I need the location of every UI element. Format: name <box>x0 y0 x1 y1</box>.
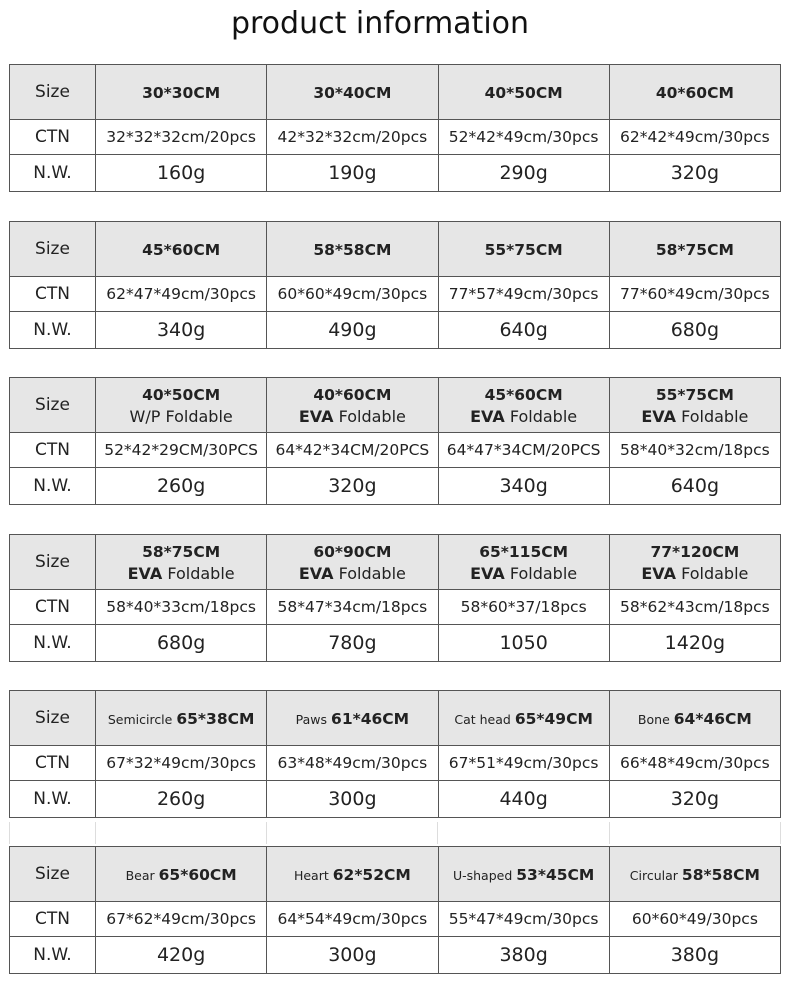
ctn-cell: 64*47*34CM/20PCS <box>438 433 609 468</box>
size-label: Size <box>10 378 96 433</box>
nw-cell: 380g <box>609 937 780 974</box>
nw-cell: 1420g <box>609 625 780 662</box>
nw-cell: 340g <box>96 312 267 349</box>
separator-line <box>437 822 438 844</box>
spec-table-2 <box>9 221 781 349</box>
size-cell: U-shaped 53*45CM <box>438 847 609 902</box>
separator-line <box>95 822 96 844</box>
size-cell: Bone 64*46CM <box>609 691 780 746</box>
type-label: Foldable <box>165 406 233 426</box>
ctn-label: CTN <box>10 433 96 468</box>
size-cell: 30*30CM <box>96 65 267 120</box>
material-label: EVA <box>298 406 334 426</box>
nw-cell: 320g <box>609 781 780 818</box>
material-label: EVA <box>298 563 334 583</box>
ctn-label: CTN <box>10 277 96 312</box>
shape-label: U-shaped <box>452 867 513 883</box>
type-label: Foldable <box>681 563 749 583</box>
nw-cell: 380g <box>438 937 609 974</box>
ctn-cell: 55*47*49cm/30pcs <box>438 902 609 937</box>
ctn-row <box>10 433 781 468</box>
ctn-cell: 62*42*49cm/30pcs <box>609 120 780 155</box>
size-cell: 58*75CM EVA Foldable <box>96 535 267 590</box>
size-row <box>10 847 781 902</box>
size-label: Size <box>10 535 96 590</box>
ctn-label: CTN <box>10 902 96 937</box>
shape-label: Heart <box>293 867 329 883</box>
material-label: EVA <box>470 406 505 426</box>
ctn-cell: 63*48*49cm/30pcs <box>267 746 438 781</box>
nw-cell: 680g <box>609 312 780 349</box>
ctn-cell: 60*60*49/30pcs <box>609 902 780 937</box>
ctn-cell: 64*42*34CM/20PCS <box>267 433 438 468</box>
type-label: Foldable <box>509 406 578 426</box>
type-label: Foldable <box>167 563 235 583</box>
nw-cell: 440g <box>438 781 609 818</box>
nw-cell: 320g <box>267 468 438 505</box>
ctn-cell: 32*32*32cm/20pcs <box>96 120 267 155</box>
nw-row <box>10 468 781 505</box>
size-row <box>10 535 781 590</box>
nw-cell: 490g <box>267 312 438 349</box>
nw-cell: 320g <box>609 155 780 192</box>
size-row <box>10 222 781 277</box>
ctn-cell: 58*40*32cm/18pcs <box>609 433 780 468</box>
separator-line <box>780 822 781 844</box>
nw-cell: 680g <box>96 625 267 662</box>
size-cell: 55*75CM EVA Foldable <box>609 378 780 433</box>
nw-row <box>10 937 781 974</box>
size-label: Size <box>10 847 96 902</box>
nw-label: N.W. <box>10 625 96 662</box>
size-cell: 45*60CM <box>96 222 267 277</box>
nw-cell: 300g <box>267 937 438 974</box>
nw-cell: 260g <box>96 781 267 818</box>
ctn-row <box>10 746 781 781</box>
ctn-row <box>10 120 781 155</box>
size-cell: 60*90CM EVA Foldable <box>267 535 438 590</box>
ctn-cell: 58*40*33cm/18pcs <box>96 590 267 625</box>
ctn-cell: 58*60*37/18pcs <box>438 590 609 625</box>
material-label: W/P <box>129 406 161 426</box>
page-title: product information <box>230 6 530 41</box>
size-label: Size <box>10 65 96 120</box>
nw-cell: 160g <box>96 155 267 192</box>
size-cell: Heart 62*52CM <box>267 847 438 902</box>
separator-line <box>9 822 10 844</box>
ctn-cell: 62*47*49cm/30pcs <box>96 277 267 312</box>
ctn-cell: 64*54*49cm/30pcs <box>267 902 438 937</box>
nw-cell: 420g <box>96 937 267 974</box>
nw-cell: 300g <box>267 781 438 818</box>
ctn-cell: 67*62*49cm/30pcs <box>96 902 267 937</box>
ctn-row <box>10 590 781 625</box>
ctn-label: CTN <box>10 120 96 155</box>
size-cell: 40*50CM W/P Foldable <box>96 378 267 433</box>
nw-cell: 640g <box>609 468 780 505</box>
ctn-row <box>10 902 781 937</box>
size-cell: 65*115CM EVA Foldable <box>438 535 609 590</box>
material-label: EVA <box>127 563 163 583</box>
nw-cell: 1050 <box>438 625 609 662</box>
nw-cell: 260g <box>96 468 267 505</box>
nw-label: N.W. <box>10 155 96 192</box>
material-label: EVA <box>641 406 676 426</box>
spec-table-4 <box>9 534 781 662</box>
shape-label: Circular <box>629 867 678 883</box>
ctn-cell: 67*32*49cm/30pcs <box>96 746 267 781</box>
ctn-cell: 58*47*34cm/18pcs <box>267 590 438 625</box>
size-cell: Semicircle 65*38CM <box>96 691 267 746</box>
size-cell: 77*120CM EVA Foldable <box>609 535 780 590</box>
shape-label: Paws <box>295 711 328 727</box>
size-row <box>10 378 781 433</box>
nw-label: N.W. <box>10 937 96 974</box>
spec-table-5 <box>9 690 781 818</box>
spec-table-3 <box>9 377 781 505</box>
ctn-cell: 52*42*29CM/30PCS <box>96 433 267 468</box>
size-cell: Cat head 65*49CM <box>438 691 609 746</box>
ctn-cell: 77*60*49cm/30pcs <box>609 277 780 312</box>
type-label: Foldable <box>509 563 578 583</box>
separator-lines <box>9 822 781 844</box>
size-cell: 40*60CM <box>609 65 780 120</box>
size-cell: Circular 58*58CM <box>609 847 780 902</box>
ctn-label: CTN <box>10 746 96 781</box>
ctn-cell: 77*57*49cm/30pcs <box>438 277 609 312</box>
ctn-cell: 42*32*32cm/20pcs <box>267 120 438 155</box>
type-label: Foldable <box>338 406 406 426</box>
ctn-cell: 58*62*43cm/18pcs <box>609 590 780 625</box>
size-row <box>10 691 781 746</box>
type-label: Foldable <box>338 563 406 583</box>
size-cell: 40*50CM <box>438 65 609 120</box>
size-cell: Paws 61*46CM <box>267 691 438 746</box>
ctn-label: CTN <box>10 590 96 625</box>
ctn-cell: 52*42*49cm/30pcs <box>438 120 609 155</box>
material-label: EVA <box>470 563 505 583</box>
size-cell: Bear 65*60CM <box>96 847 267 902</box>
shape-label: Bone <box>637 711 670 727</box>
separator-line <box>609 822 610 844</box>
nw-cell: 780g <box>267 625 438 662</box>
nw-row <box>10 625 781 662</box>
size-cell: 58*75CM <box>609 222 780 277</box>
type-label: Foldable <box>681 406 749 426</box>
nw-label: N.W. <box>10 781 96 818</box>
size-cell: 30*40CM <box>267 65 438 120</box>
ctn-cell: 60*60*49cm/30pcs <box>267 277 438 312</box>
nw-cell: 640g <box>438 312 609 349</box>
size-cell: 58*58CM <box>267 222 438 277</box>
nw-row <box>10 312 781 349</box>
size-row <box>10 65 781 120</box>
ctn-cell: 66*48*49cm/30pcs <box>609 746 780 781</box>
nw-row <box>10 155 781 192</box>
nw-label: N.W. <box>10 312 96 349</box>
nw-cell: 340g <box>438 468 609 505</box>
spec-table-1 <box>9 64 781 192</box>
shape-label: Bear <box>125 867 155 883</box>
separator-line <box>266 822 267 844</box>
ctn-cell: 67*51*49cm/30pcs <box>438 746 609 781</box>
spec-table-6 <box>9 846 781 974</box>
nw-label: N.W. <box>10 468 96 505</box>
size-cell: 45*60CM EVA Foldable <box>438 378 609 433</box>
material-label: EVA <box>641 563 676 583</box>
nw-row <box>10 781 781 818</box>
size-cell: 40*60CM EVA Foldable <box>267 378 438 433</box>
size-label: Size <box>10 222 96 277</box>
size-cell: 55*75CM <box>438 222 609 277</box>
nw-cell: 190g <box>267 155 438 192</box>
shape-label: Semicircle <box>107 711 173 727</box>
size-label: Size <box>10 691 96 746</box>
ctn-row <box>10 277 781 312</box>
shape-label: Cat head <box>454 711 511 727</box>
nw-cell: 290g <box>438 155 609 192</box>
